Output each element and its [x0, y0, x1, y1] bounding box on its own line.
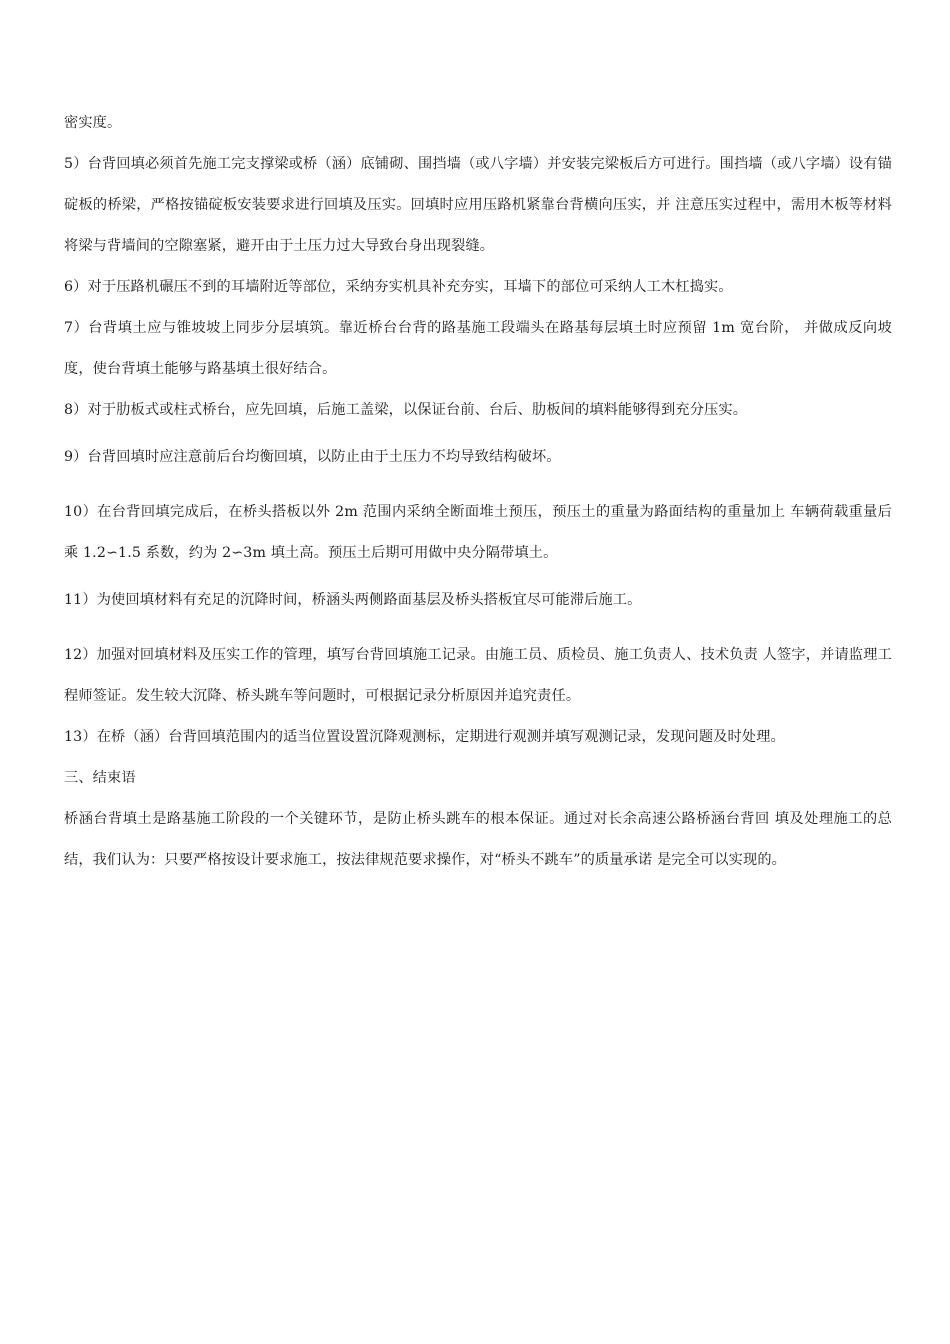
paragraph-item-8: 8）对于肋板式或柱式桥台，应先回填，后施工盖梁，以保证台前、台后、肋板间的填料能够得到充分压实。: [64, 402, 748, 418]
paragraph-item-6: 6）对于压路机碾压不到的耳墙附近等部位，采纳夯实机具补充夯实，耳墙下的部位可采纳人工木杠捣实。: [64, 279, 733, 295]
section-heading-conclusion: 三、结束语: [64, 770, 136, 786]
paragraph-item-9: 9）台背回填时应注意前后台均衡回填，以防止由于土压力不均导致结构破坏。: [64, 449, 561, 465]
paragraph-item-13: 13）在桥（涵）台背回填范围内的适当位置设置沉降观测标，定期进行观测并填写观测记录，发现问题及时处理。: [64, 729, 785, 745]
paragraph-conclusion: 桥涵台背填土是路基施工阶段的一个关键环节，是防止桥头跳车的根本保证。通过对长余高速公路桥涵台背回 填及处理施工的总结，我们认为：只要严格按设计要求施工，按法律规范要求操作，对“桥头不跳车”的质量承诺 是完全可以实现的。: [64, 811, 892, 868]
paragraph-item-12: 12）加强对回填材料及压实工作的管理，填写台背回填施工记录。由施工员、质检员、施工负责人、技术负责 人签字，并请监理工程师签证。发生较大沉降、桥头跳车等问题时，可根据记录分析原因并追究责任。: [64, 647, 892, 704]
paragraph-item-5: 5）台背回填必须首先施工完支撑梁或桥（涵）底铺砌、围挡墙（或八字墙）并安装完梁板后方可进行。围挡墙（或八字墙）设有锚碇板的桥梁，严格按锚碇板安装要求进行回填及压实。回填时应用压路机紧靠台背横向压实，并 注意压实过程中，需用木板等材料将梁与背墙间的空隙塞紧，避开由于土压力过大导致台身出现裂缝。: [64, 156, 892, 254]
document-body: [64, 103, 892, 881]
paragraph-item-11: 11）为使回填材料有充足的沉降时间，桥涵头两侧路面基层及桥头搭板宜尽可能滞后施工。: [64, 592, 642, 608]
paragraph-item-10: 10）在台背回填完成后，在桥头搭板以外 2m 范围内采纳全断面堆土预压，预压土的重量为路面结构的重量加上 车辆荷载重量后乘 1.2∽1.5 系数，约为 2∽3m 填土高。预压土后期可用做中央分隔带填土。: [64, 504, 892, 561]
paragraph-continuation: 密实度。: [64, 115, 122, 131]
paragraph-item-7: 7）台背填土应与锥坡坡上同步分层填筑。靠近桥台台背的路基施工段端头在路基每层填土时应预留 1m 宽台阶， 并做成反向坡度，使台背填土能够与路基填土很好结合。: [64, 320, 892, 377]
